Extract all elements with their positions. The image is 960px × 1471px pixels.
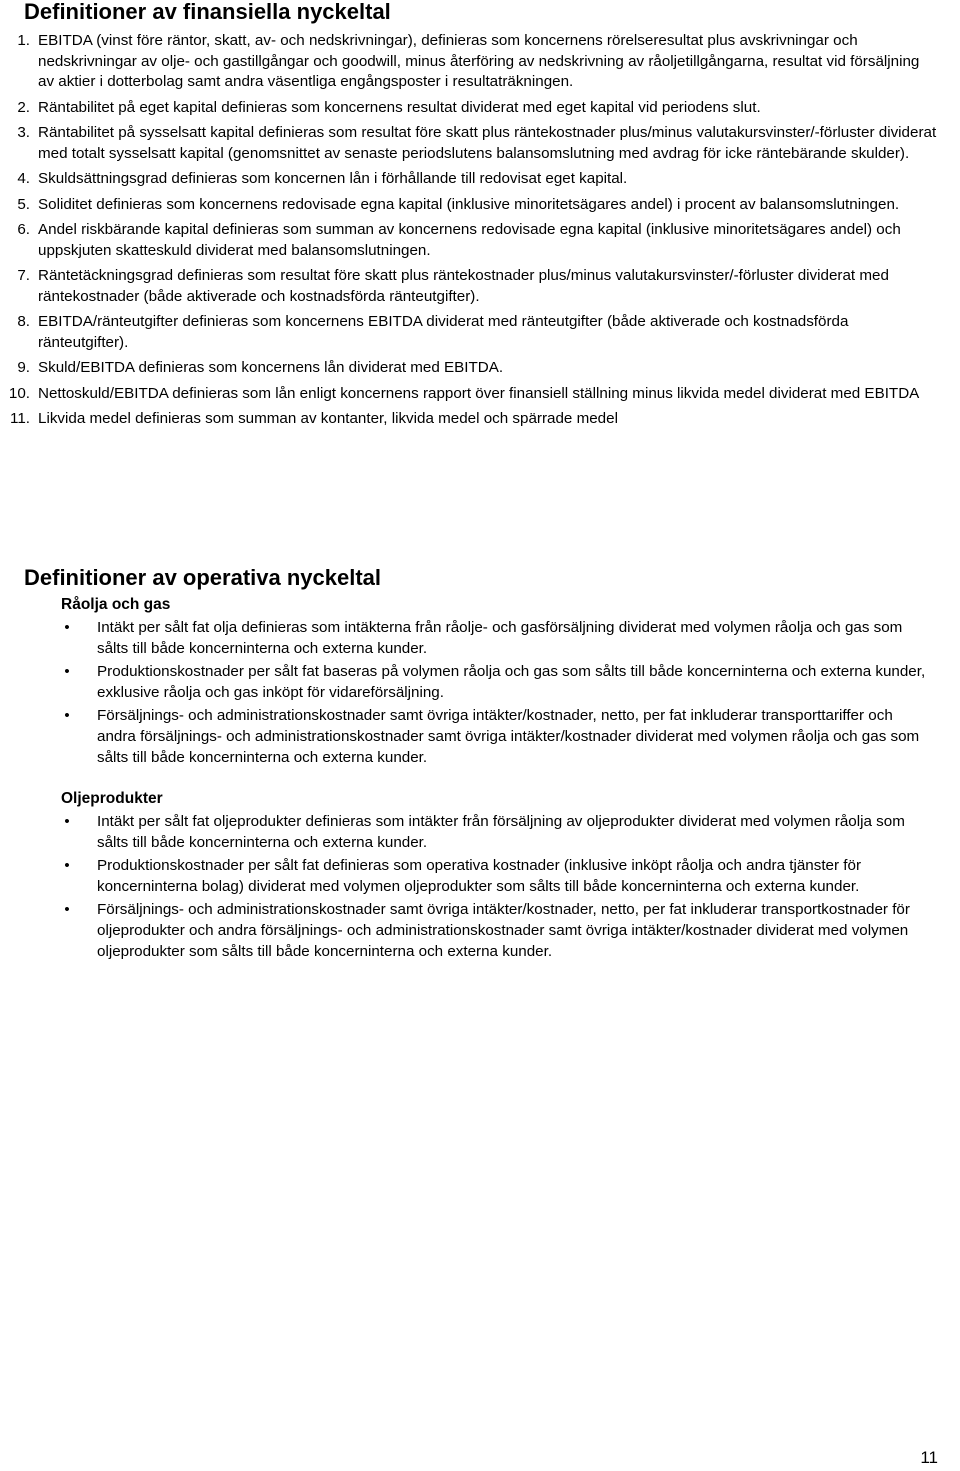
oljeprodukter-bullet-list [61,811,931,962]
item-text: Nettoskuld/EBITDA definieras som lån enligt koncernens rapport över finansiell ställning minus likvida medel dividerat med EBITDA [38,384,920,402]
bullet-text: Intäkt per sålt fat oljeprodukter definieras som intäkter från försäljning av oljeprodukter dividerat med volymen råolja som sålts till både koncerninterna och externa kunder. [97,813,905,852]
list-item [0,98,938,119]
bullet-icon: • [64,662,70,680]
item-text: Likvida medel definieras som summan av kontanter, likvida medel och spärrade medel [38,410,618,427]
list-item [61,661,931,703]
raolja-bullet-list [61,617,931,768]
item-text: Skuld/EBITDA definieras som koncernens lån dividerat med EBITDA. [38,359,504,376]
bullet-icon: • [64,813,70,830]
item-text: Andel riskbärande kapital definieras som summan av koncernens redovisade egna kapital (inklusive minoritetsägares andel) och uppskjuten skatteskuld dividerat med balansomslutningen. [38,221,901,259]
item-text: Räntabilitet på eget kapital definieras som koncernens resultat dividerat med eget kapital vid periodens slut. [38,98,761,116]
list-item [61,617,931,659]
page-number: 11 [920,1448,938,1467]
oljeprodukter-section [61,789,931,964]
list-item [61,811,931,853]
bullet-icon: • [64,856,70,874]
item-number: 4. [17,170,30,187]
list-item [0,266,938,307]
item-number: 1. [17,32,30,49]
bullet-text: Försäljnings- och administrationskostnader samt övriga intäkter/kostnader, netto, per fat inkluderar transporttariffer och andra försäljnings- och administrationskostnader samt övriga intäkter/kostnader dividerat med volymen råolja och gas som sålts till både koncerninterna och externa kunder. [97,706,920,767]
item-text: EBITDA/ränteutgifter definieras som koncernens EBITDA dividerat med ränteutgifter (både aktiverade och kostnadsförda ränteutgifter). [38,313,849,351]
item-number: 11. [10,410,30,427]
item-number: 8. [17,313,30,330]
list-item [61,705,931,769]
item-text: Räntabilitet på sysselsatt kapital definieras som resultat före skatt plus räntekostnader plus/minus valutakursvinster/-förluster dividerat med totalt sysselsatt kapital (genomsnittet av senaste periodslutens balansomslutning med avdrag för icke räntebärande skulder). [38,124,937,162]
list-item [0,31,938,93]
list-item [0,358,938,379]
list-item [0,384,938,405]
item-number: 6. [17,221,30,238]
item-number: 9. [17,359,30,376]
bullet-icon: • [64,900,70,918]
item-text: Skuldsättningsgrad definieras som koncernen lån i förhållande till redovisat eget kapital. [38,170,628,187]
raolja-section [61,595,931,770]
list-item [61,899,931,963]
bullet-text: Produktionskostnader per sålt fat definieras som operativa kostnader (inklusive inköpt råolja och andra tjänster för koncerninterna bolag) dividerat med volymen oljeprodukter som sålts till både koncerninterna och externa kunder. [97,856,861,896]
item-number: 2. [17,98,30,116]
list-item [0,220,938,261]
list-item [0,123,938,164]
list-item [0,409,938,430]
item-text: EBITDA (vinst före räntor, skatt, av- och nedskrivningar), definieras som koncernens rörelseresultat plus avskrivningar och nedskrivningar av olje- och gastillgångar och goodwill, minus återföring av nedskrivning av råoljetillgångarna, resultat vid försäljning av aktier i dotterbolag samt andra väsentliga engångsposter i resultaträkningen. [38,32,920,90]
bullet-text: Produktionskostnader per sålt fat baseras på volymen råolja och gas som sålts till både koncerninterna och externa kunder, exklusive råolja och gas inköpt för vidareförsäljning. [97,662,926,702]
item-number: 10. [8,384,30,402]
item-number: 3. [17,124,30,141]
item-text: Räntetäckningsgrad definieras som resultat före skatt plus räntekostnader plus/minus valutakursvinster/-förluster dividerat med räntekostnader (både aktiverade och kostnadsförda ränteutgifter). [38,267,889,305]
bullet-text: Försäljnings- och administrationskostnader samt övriga intäkter/kostnader, netto, per fat inkluderar transportkostnader för oljeprodukter och andra försäljnings- och administrationskostnader samt övriga intäkter/kostnader dividerat med volymen oljeprodukter som sålts till både koncerninterna och externa kunder. [97,900,910,961]
financial-section-title: Definitioner av finansiella nyckeltal [24,0,391,24]
financial-definitions-list [0,31,938,435]
bullet-text: Intäkt per sålt fat olja definieras som intäkterna från råolje- och gasförsäljning dividerat med volymen råolja och gas som sålts till både koncerninterna och externa kunder. [97,619,903,658]
operational-section-title: Definitioner av operativa nyckeltal [24,565,382,590]
bullet-icon: • [64,706,70,724]
bullet-icon: • [64,619,70,636]
raolja-heading: Råolja och gas [61,596,171,613]
item-number: 5. [17,195,30,213]
list-item [0,169,938,190]
list-item [0,195,938,216]
item-text: Soliditet definieras som koncernens redovisade egna kapital (inklusive minoritetsägares andel) i procent av balansomslutningen. [38,195,900,213]
oljeprodukter-heading: Oljeprodukter [61,790,163,807]
list-item [0,312,938,353]
list-item [61,855,931,897]
item-number: 7. [17,267,30,284]
